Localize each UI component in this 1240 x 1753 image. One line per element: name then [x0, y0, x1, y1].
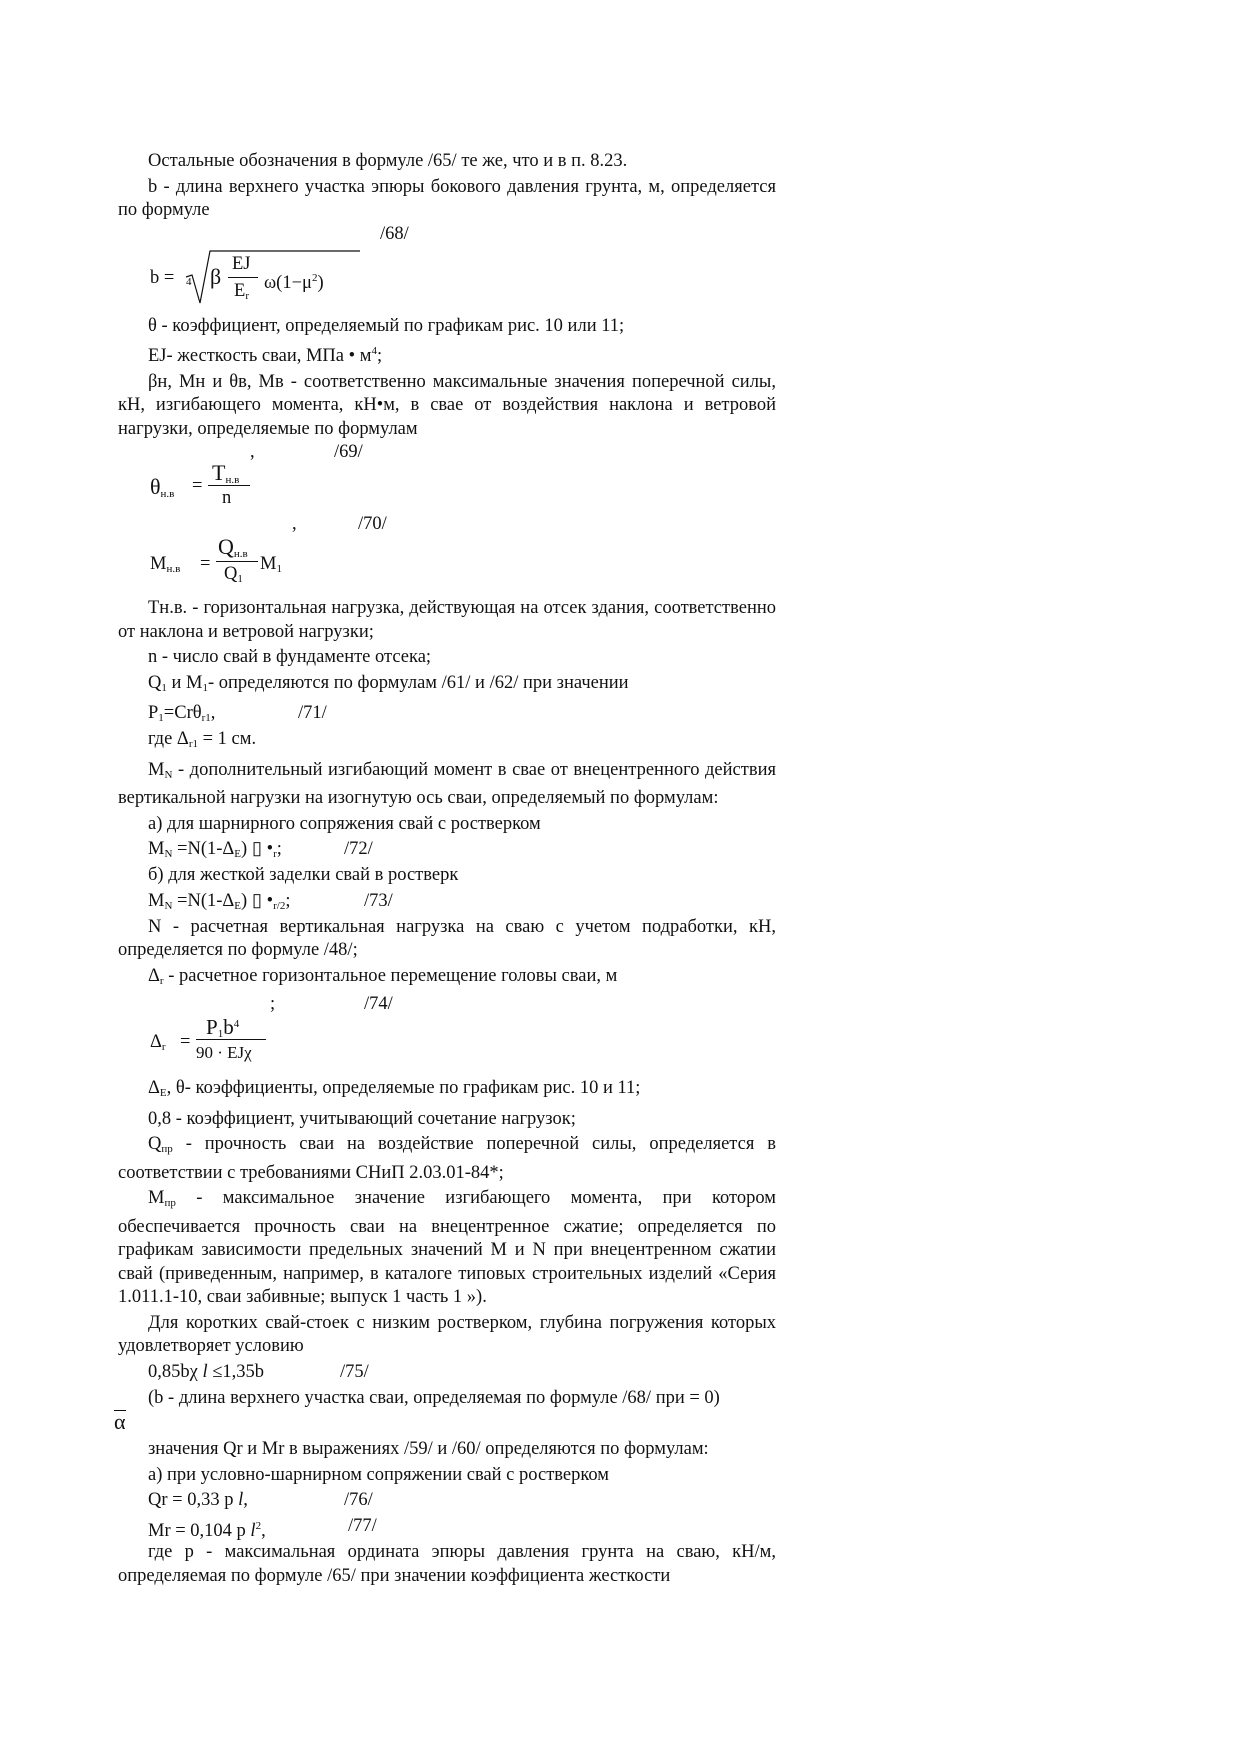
equals-sign: = [192, 476, 203, 496]
paragraph-with-alpha [114, 1387, 776, 1439]
formula-number: /70/ [358, 514, 387, 534]
fraction-denominator: $Q_1$ [224, 564, 243, 585]
comma: , [292, 514, 297, 534]
formula-number: /68/ [380, 223, 409, 244]
equation-line: Qr = 0,33 p l, /76/ [118, 1489, 776, 1513]
fraction-denominator: 90 · EJχ [196, 1043, 252, 1062]
fraction-bar [228, 277, 258, 278]
paragraph: $\Delta_r$ - расчетное горизонтальное перемещение головы сваи, м [148, 965, 618, 987]
root-index: 4 [186, 275, 192, 288]
fraction-numerator: $T_{н.в}$ [212, 460, 240, 486]
formula-number: /73/ [364, 890, 393, 911]
equation-line: $P_1=Cr\theta_{r1}$, /71/ [148, 703, 327, 724]
paragraph: где $\Delta_{r1} = 1$ см. [148, 729, 257, 750]
formula-74 [118, 1017, 776, 1071]
fraction-bar [216, 561, 258, 562]
formula-number: /72/ [344, 839, 373, 859]
paragraph: θ - коэффициент, определяемый по графикам рис. 10 или 11; [148, 315, 625, 336]
alpha-symbol: α [114, 1409, 126, 1434]
formula-68 [118, 247, 776, 309]
equation-line: 0,85bχ l ≤1,35b /75/ [118, 1361, 776, 1385]
formula-tail: $\omega(1-\mu^2)$ [264, 271, 324, 293]
paragraph: $M_{пр}$ - максимальное значение изгибающего момента, при котором обеспечивается прочность сваи на внецентренное сжатие; определяется по графикам зависимости предельных значений M и N при внецентренном сжатии свай (приведенным, например, в каталоге типовых строительных изделий «Серия 1.011.1-10, сваи забивные; выпуск 1 часть 1 »). [118, 1188, 776, 1307]
formula-number: /69/ [334, 442, 363, 462]
fraction-denominator: n [222, 488, 232, 508]
fraction-numerator: $Q_{н.в}$ [218, 534, 248, 560]
formula-lhs: $\theta_{н.в}$ [150, 474, 175, 500]
paragraph: а) при условно-шарнирном сопряжении свай с ростверком [148, 1464, 610, 1485]
formula-number: /71/ [298, 703, 327, 723]
paragraph: $Q_{пр}$ - прочность сваи на воздействие поперечной силы, определяется в соответствии с требованиями СНиП 2.03.01-84*; [118, 1134, 776, 1183]
fraction-numerator: EJ [232, 253, 251, 274]
paragraph: Для коротких свай-стоек с низким ростверком, глубина погружения которых удовлетворяет условию [118, 1312, 776, 1356]
document-page [114, 150, 776, 1590]
formula-70 [118, 534, 776, 593]
paragraph: б) для жесткой заделки свай в ростверк [148, 865, 459, 885]
paragraph: значения Qr и Mr в выражениях /59/ и /60/ определяются по формулам: [148, 1439, 709, 1459]
formula-lhs: $\Delta_r$ [150, 1032, 166, 1053]
formula-69 [118, 460, 776, 513]
comma: , [250, 442, 255, 462]
equation-line: $M_N =N(1-\Delta_E)$ ▯ $•_{r/2}$; /73/ [148, 890, 393, 912]
paragraph: N - расчетная вертикальная нагрузка на сваю с учетом подработки, кН, определяется по формуле /48/; [118, 916, 776, 960]
equation-line: $M_N =N(1-\Delta_E)$ ▯ $•_r$; /72/ [148, 839, 373, 860]
formula-number: /77/ [348, 1516, 377, 1536]
paragraph: EJ- жесткость сваи, МПа • $м^4$; [148, 345, 383, 366]
paragraph: $\Delta_E$, θ- коэффициенты, определяемые по графикам рис. 10 и 11; [148, 1078, 641, 1099]
equals-sign: = [200, 554, 211, 574]
fraction-numerator: $P_1b^4$ [206, 1015, 240, 1040]
paragraph: n - число свай в фундаменте отсека; [148, 647, 432, 667]
paragraph: 0,8 - коэффициент, учитывающий сочетание нагрузок; [148, 1108, 576, 1129]
formula-number: /75/ [340, 1361, 369, 1382]
formula-lhs: b = [150, 267, 175, 288]
beta-symbol: β [210, 263, 222, 289]
paragraph: где p - максимальная ордината эпюры давления грунта на сваю, кН/м, определяемая по формуле /65/ при значении коэффициента жесткости [118, 1542, 776, 1586]
semicolon: ; [270, 994, 276, 1014]
paragraph: βн, Мн и θв, Мв - соответственно максимальные значения поперечной силы, кН, изгибающего момента, кН•м, в свае от воздействия наклона и ветровой нагрузки, определяемые по формулам [118, 371, 776, 439]
paragraph: Тн.в. - горизонтальная нагрузка, действующая на отсек здания, соответственно от наклона и ветровой нагрузки; [118, 598, 776, 642]
formula-number-row [118, 513, 776, 537]
paragraph: $M_N$ - дополнительный изгибающий момент в свае от внецентренного действия вертикальной нагрузки на изогнутую ось сваи, определяемый по формулам: [118, 759, 776, 808]
formula-number-row [118, 223, 776, 247]
formula-tail: $M_1$ [260, 554, 282, 575]
paragraph: а) для шарнирного сопряжения свай с ростверком [148, 813, 541, 834]
equals-sign: = [180, 1032, 191, 1052]
paragraph: (b - длина верхнего участка сваи, определяемая по формуле /68/ при = 0) [148, 1387, 720, 1408]
paragraph: Остальные обозначения в формуле /65/ те же, что и в п. 8.23. [148, 151, 628, 171]
fraction-denominator: $E_r$ [234, 280, 249, 302]
formula-number: /76/ [344, 1490, 373, 1510]
fraction-bar [196, 1039, 266, 1040]
fraction-bar [208, 485, 250, 486]
paragraph: b - длина верхнего участка эпюры бокового давления грунта, м, определяется по формуле [118, 176, 776, 220]
formula-lhs: $M_{н.в}$ [150, 554, 181, 575]
equation-line: Mr = 0,104 p $l^2$, /77/ [148, 1516, 377, 1541]
formula-number: /74/ [364, 994, 393, 1014]
paragraph: $Q_1$ и $M_1-$ определяются по формулам /61/ и /62/ при значении [148, 672, 629, 694]
